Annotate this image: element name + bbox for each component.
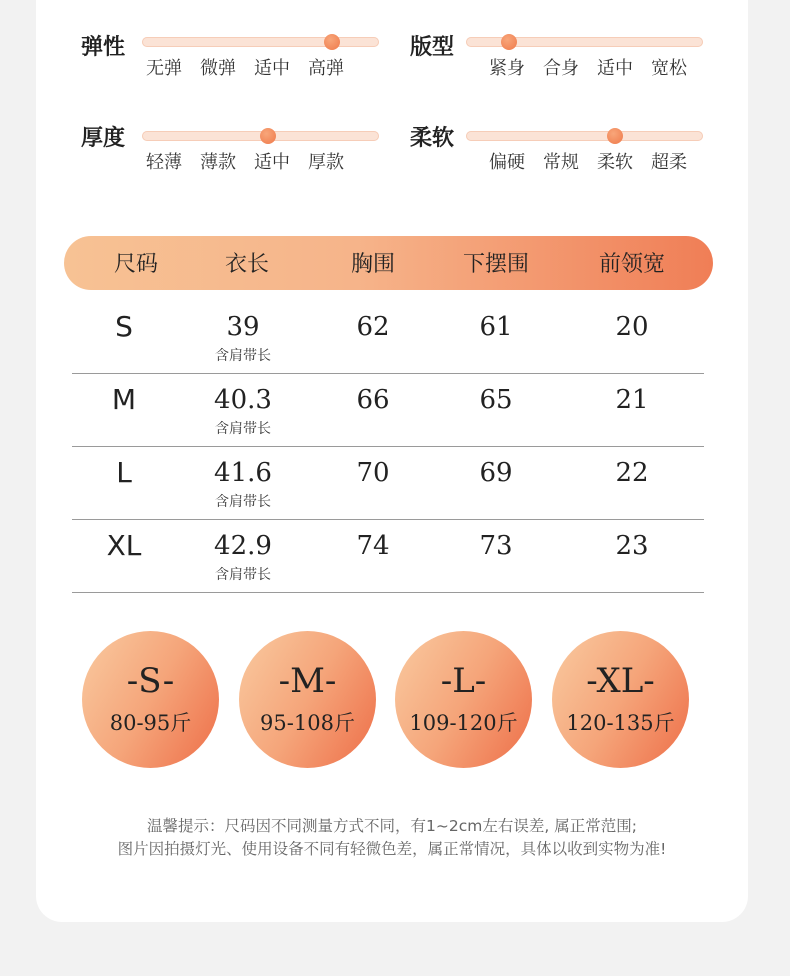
option-label: 高弹 <box>308 58 344 79</box>
weight-range: 120-135斤 <box>566 711 675 735</box>
attribute-label: 弹性 <box>81 35 126 60</box>
cell-hem: 65 <box>479 385 513 415</box>
table-row <box>72 300 704 374</box>
option-label: 厚款 <box>308 152 344 173</box>
cell-note: 含肩带长 <box>215 348 271 364</box>
attribute-label: 版型 <box>410 35 455 60</box>
weight-range: 80-95斤 <box>109 711 192 735</box>
option-label: 适中 <box>597 58 633 79</box>
option-label: 柔软 <box>597 152 633 173</box>
tip-line: 图片因拍摄灯光、使用设备不同有轻微色差，属正常情况，具体以收到实物为准! <box>117 840 667 858</box>
size-table-header <box>64 236 713 290</box>
cell-size: L <box>116 456 132 489</box>
cell-note: 含肩带长 <box>215 567 271 583</box>
cell-chest: 62 <box>356 312 390 342</box>
attribute-knob <box>324 34 340 50</box>
option-label: 微弹 <box>200 58 236 79</box>
cell-length: 41.6 <box>214 458 272 488</box>
cell-size: S <box>115 310 133 343</box>
cell-hem: 61 <box>479 312 513 342</box>
weight-badge-s <box>82 631 219 768</box>
cell-note: 含肩带长 <box>215 421 271 437</box>
cell-chest: 70 <box>356 458 390 488</box>
cell-size: XL <box>106 529 142 562</box>
cell-neck: 23 <box>615 531 649 561</box>
weight-badge-l <box>395 631 532 768</box>
weight-badge-m <box>239 631 376 768</box>
option-label: 紧身 <box>489 58 525 79</box>
cell-chest: 66 <box>356 385 390 415</box>
header-hem: 下摆围 <box>462 252 529 277</box>
attribute-track <box>466 37 703 47</box>
cell-length: 39 <box>226 312 260 342</box>
option-label: 超柔 <box>651 152 687 173</box>
option-label: 合身 <box>543 58 579 79</box>
option-label: 薄款 <box>200 152 236 173</box>
cell-neck: 21 <box>615 385 649 415</box>
option-label: 常规 <box>543 152 579 173</box>
option-label: 偏硬 <box>489 152 525 173</box>
cell-hem: 69 <box>479 458 513 488</box>
cell-neck: 20 <box>615 312 649 342</box>
option-label: 无弹 <box>146 58 182 79</box>
header-chest: 胸围 <box>350 252 395 277</box>
weight-size: -L- <box>440 661 487 701</box>
header-length: 衣长 <box>224 252 269 277</box>
attribute-options <box>480 148 696 174</box>
attribute-knob <box>260 128 276 144</box>
attribute-track <box>142 37 379 47</box>
table-row <box>72 446 704 520</box>
option-label: 适中 <box>254 152 290 173</box>
attribute-track <box>142 131 379 141</box>
weight-badge-xl <box>552 631 689 768</box>
header-size: 尺码 <box>113 252 158 277</box>
weight-size: -S- <box>126 661 175 701</box>
cell-note: 含肩带长 <box>215 494 271 510</box>
option-label: 宽松 <box>651 58 687 79</box>
attribute-track <box>466 131 703 141</box>
attribute-label: 柔软 <box>410 126 455 151</box>
tip-line: 温馨提示：尺码因不同测量方式不同，有1~2cm左右误差, 属正常范围; <box>147 817 637 835</box>
weight-range: 95-108斤 <box>260 711 355 735</box>
attribute-options <box>137 148 353 174</box>
header-neck-width: 前领宽 <box>598 252 665 277</box>
weight-range: 109-120斤 <box>409 711 518 735</box>
option-label: 适中 <box>254 58 290 79</box>
cell-size: M <box>111 383 137 416</box>
cell-chest: 74 <box>356 531 390 561</box>
attribute-options <box>137 54 353 80</box>
cell-neck: 22 <box>615 458 649 488</box>
table-row <box>72 519 704 593</box>
attribute-label: 厚度 <box>81 126 126 151</box>
table-row <box>72 373 704 447</box>
weight-size: -XL- <box>586 661 655 701</box>
option-label: 轻薄 <box>146 152 182 173</box>
cell-length: 40.3 <box>214 385 272 415</box>
cell-hem: 73 <box>479 531 513 561</box>
attribute-options <box>480 54 696 80</box>
attribute-knob <box>501 34 517 50</box>
cell-length: 42.9 <box>214 531 272 561</box>
weight-size: -M- <box>278 661 337 701</box>
